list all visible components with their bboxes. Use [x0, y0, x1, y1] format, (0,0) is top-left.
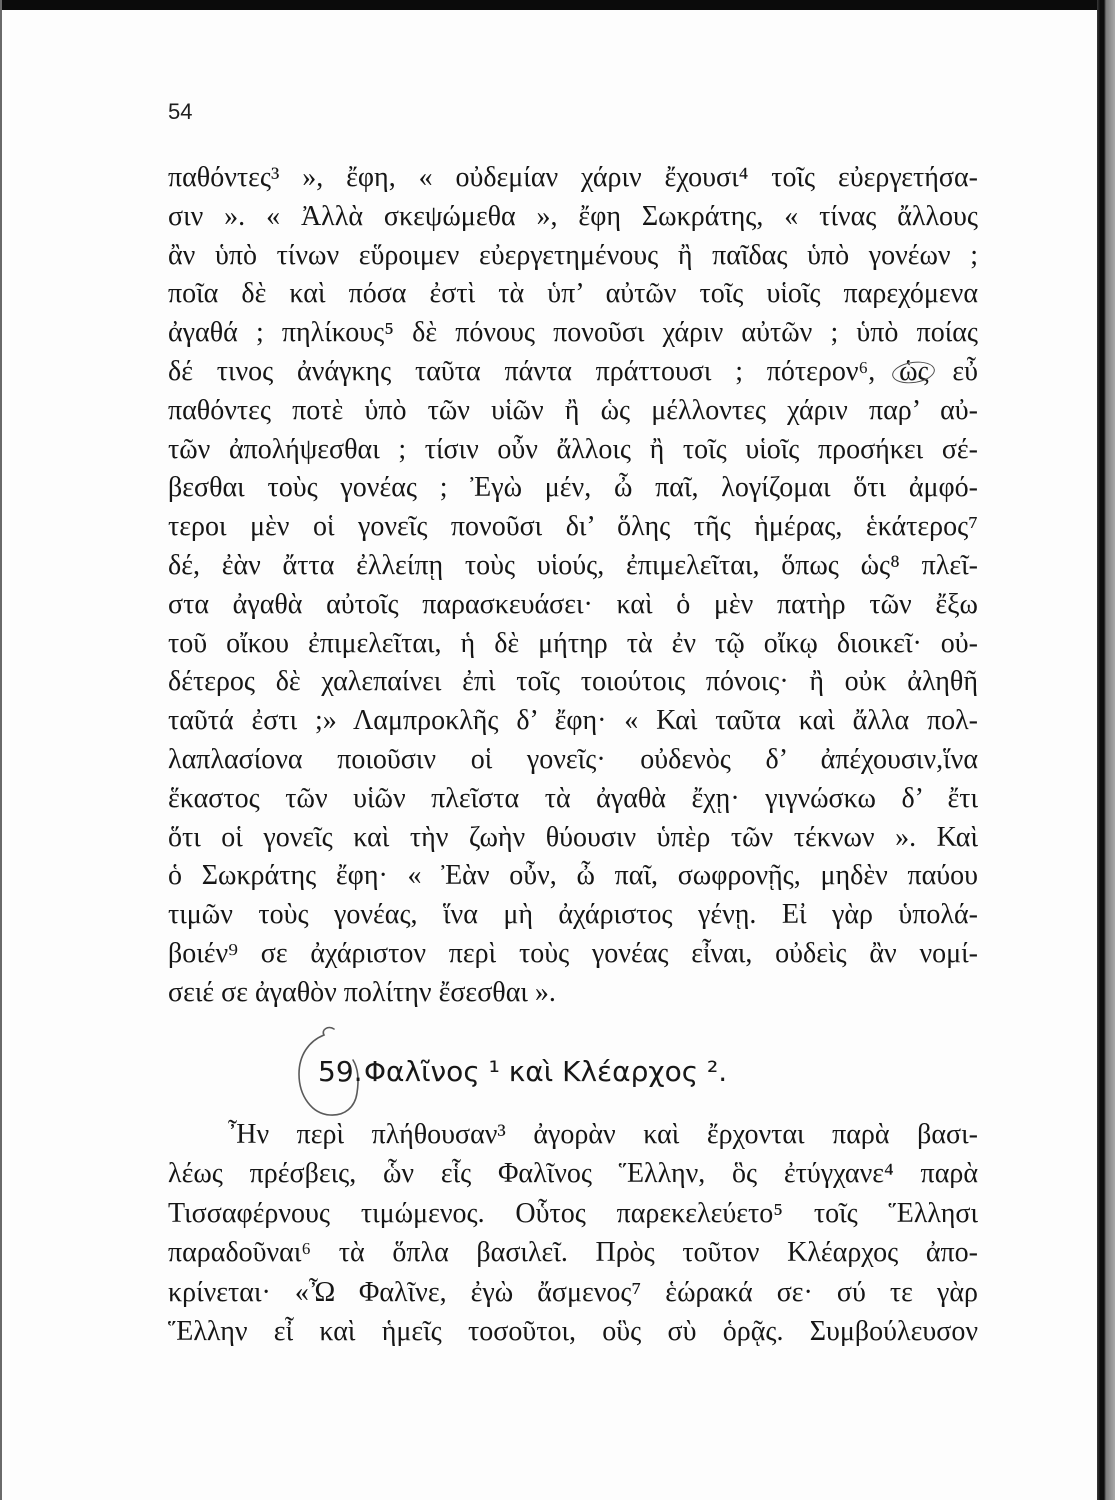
line-text: ποῖα δὲ καὶ πόσα ἐστὶ τὰ ὑπ’ αὐτῶν τοῖς υἱοῖς παρεχόμενα: [168, 278, 978, 310]
line-text: σιν ». « Ἀλλὰ σκεψώμεθα », ἔφη Σωκράτης, « τίνας ἄλλους: [168, 200, 978, 232]
text-line: [168, 392, 978, 431]
text-line: [168, 1194, 978, 1233]
line-text: δέτερος δὲ χαλεπαίνει ἐπὶ τοῖς τοιούτοις πόνοις· ἢ οὐκ ἀληθῆ: [168, 666, 978, 698]
text-line: [168, 663, 978, 702]
text-line: [168, 237, 978, 276]
line-text: τιμῶν τοὺς γονέας, ἵνα μὴ ἀχάριστος γένῃ. Εἰ γὰρ ὑπολά-: [168, 899, 978, 931]
text-line: [168, 275, 978, 314]
book-spine-edge: [1097, 0, 1115, 1500]
line-text: παθόντες³ », ἔφη, « οὐδεμίαν χάριν ἔχουσι⁴ τοῖς εὐεργετήσα-: [168, 162, 978, 193]
text-line: [168, 780, 978, 819]
text-line: [168, 741, 978, 780]
text-line: [168, 198, 978, 237]
line-text: ὅτι οἱ γονεῖς καὶ τὴν ζωὴν θύουσιν ὑπὲρ τῶν τέκνων ». Καὶ: [168, 821, 978, 853]
line-text: τεροι μὲν οἱ γονεῖς πονοῦσι δι’ ὅλης τῆς ἡμέρας, ἑκάτερος⁷: [168, 511, 978, 543]
line-text: ἂν ὑπὸ τίνων εὕροιμεν εὐεργετημένους ἢ παῖδας ὑπὸ γονέων ;: [168, 239, 978, 271]
paragraph: [168, 1115, 978, 1351]
text-line: [168, 1273, 978, 1312]
section-number: 59.: [318, 1055, 363, 1088]
text-line: [228, 1115, 978, 1154]
line-text: Τισσαφέρνους τιμώμενος. Οὗτος παρεκελεύετο⁵ τοῖς Ἕλλησι: [168, 1197, 978, 1229]
line-text: παθόντες ποτὲ ὑπὸ τῶν υἱῶν ἢ ὡς μέλλοντες χάριν παρ’ αὐ-: [168, 394, 978, 426]
circled-word-text: ὡς: [899, 355, 929, 387]
line-text: τοῦ οἴκου ἐπιμελεῖται, ἡ δὲ μήτηρ τὰ ἐν τῷ οἴκῳ διοικεῖ· οὐ-: [168, 627, 978, 659]
text-line: [168, 353, 978, 392]
line-text: Ἕλλην εἶ καὶ ἡμεῖς τοσοῦτοι, οὓς σὺ ὁρᾷς. Συμβούλευσον: [168, 1315, 978, 1347]
text-line: [168, 935, 978, 974]
text-line: [168, 508, 978, 547]
page-number: 54: [168, 99, 193, 124]
line-text: στα ἀγαθὰ αὐτοῖς παρασκευάσει· καὶ ὁ μὲν πατὴρ τῶν ἔξω: [168, 588, 978, 620]
line-text-before: δέ τινος ἀνάγκης ταῦτα πάντα πράττουσι ; πότερον⁶,: [168, 355, 900, 387]
text-line: [168, 819, 978, 858]
line-text: ἕκαστος τῶν υἱῶν πλεῖστα τὰ ἀγαθὰ ἔχῃ· γιγνώσκω δ’ ἔτι: [168, 782, 978, 814]
line-text: ἀγαθά ; πηλίκους⁵ δὲ πόνους πονοῦσι χάριν αὐτῶν ; ὑπὸ ποίας: [168, 317, 978, 349]
line-text-after: εὖ: [928, 355, 979, 387]
text-line: [168, 702, 978, 741]
text-line: [168, 469, 978, 508]
text-line: [168, 625, 978, 664]
paragraph: [168, 159, 978, 1013]
line-text: κρίνεται· «Ὦ Φαλῖνε, ἐγὼ ἄσμενος⁷ ἑώρακά σε· σύ τε γὰρ: [168, 1276, 978, 1308]
line-text: Ἦν περὶ πλήθουσαν³ ἀγορὰν καὶ ἔρχονται παρὰ βασι-: [228, 1119, 978, 1150]
line-text: λέως πρέσβεις, ὧν εἷς Φαλῖνος Ἕλλην, ὃς ἐτύγχανε⁴ παρὰ: [168, 1158, 978, 1190]
scan-left-edge: [0, 0, 2, 1500]
line-text: δέ, ἐὰν ἄττα ἐλλείπῃ τοὺς υἱούς, ἐπιμελεῖται, ὅπως ὡς⁸ πλεῖ-: [168, 549, 978, 581]
line-text: σειέ σε ἀγαθὸν πολίτην ἔσεσθαι ».: [168, 976, 556, 1008]
text-line: [168, 974, 978, 1013]
section-heading: [318, 1050, 938, 1094]
line-text: βοιέν⁹ σε ἀχάριστον περὶ τοὺς γονέας εἶναι, οὐδεὶς ἂν νομί-: [168, 937, 978, 969]
scan-top-border: [0, 0, 1100, 10]
section-title: Φαλῖνος ¹ καὶ Κλέαρχος ².: [364, 1055, 728, 1088]
line-text: ταῦτά ἐστι ;» Λαμπροκλῆς δ’ ἔφη· « Καὶ ταῦτα καὶ ἄλλα πολ-: [168, 705, 978, 737]
text-line: [168, 896, 978, 935]
line-text: βεσθαι τοὺς γονέας ; Ἐγὼ μέν, ὦ παῖ, λογίζομαι ὅτι ἀμφό-: [168, 472, 978, 504]
text-line: [168, 857, 978, 896]
text-line: [168, 314, 978, 353]
text-line: [168, 1154, 978, 1193]
line-text: λαπλασίονα ποιοῦσιν οἱ γονεῖς· οὐδενὸς δ’ ἀπέχουσιν,ἵνα: [168, 743, 978, 775]
text-line: [168, 431, 978, 470]
pencil-circled-word: [899, 356, 929, 387]
text-line: [168, 586, 978, 625]
text-line: [168, 1312, 978, 1351]
text-line: [168, 547, 978, 586]
line-text: ὁ Σωκράτης ἔφη· « Ἐὰν οὖν, ὦ παῖ, σωφρονῇς, μηδὲν παύου: [168, 860, 978, 892]
line-text: [168, 353, 978, 392]
line-text: παραδοῦναι⁶ τὰ ὅπλα βασιλεῖ. Πρὸς τοῦτον Κλέαρχος ἀπο-: [168, 1237, 978, 1269]
line-text: τῶν ἀπολήψεσθαι ; τίσιν οὖν ἄλλοις ἢ τοῖς υἱοῖς προσήκει σέ-: [168, 433, 978, 465]
text-line: [168, 1233, 978, 1272]
text-line: [168, 159, 978, 198]
